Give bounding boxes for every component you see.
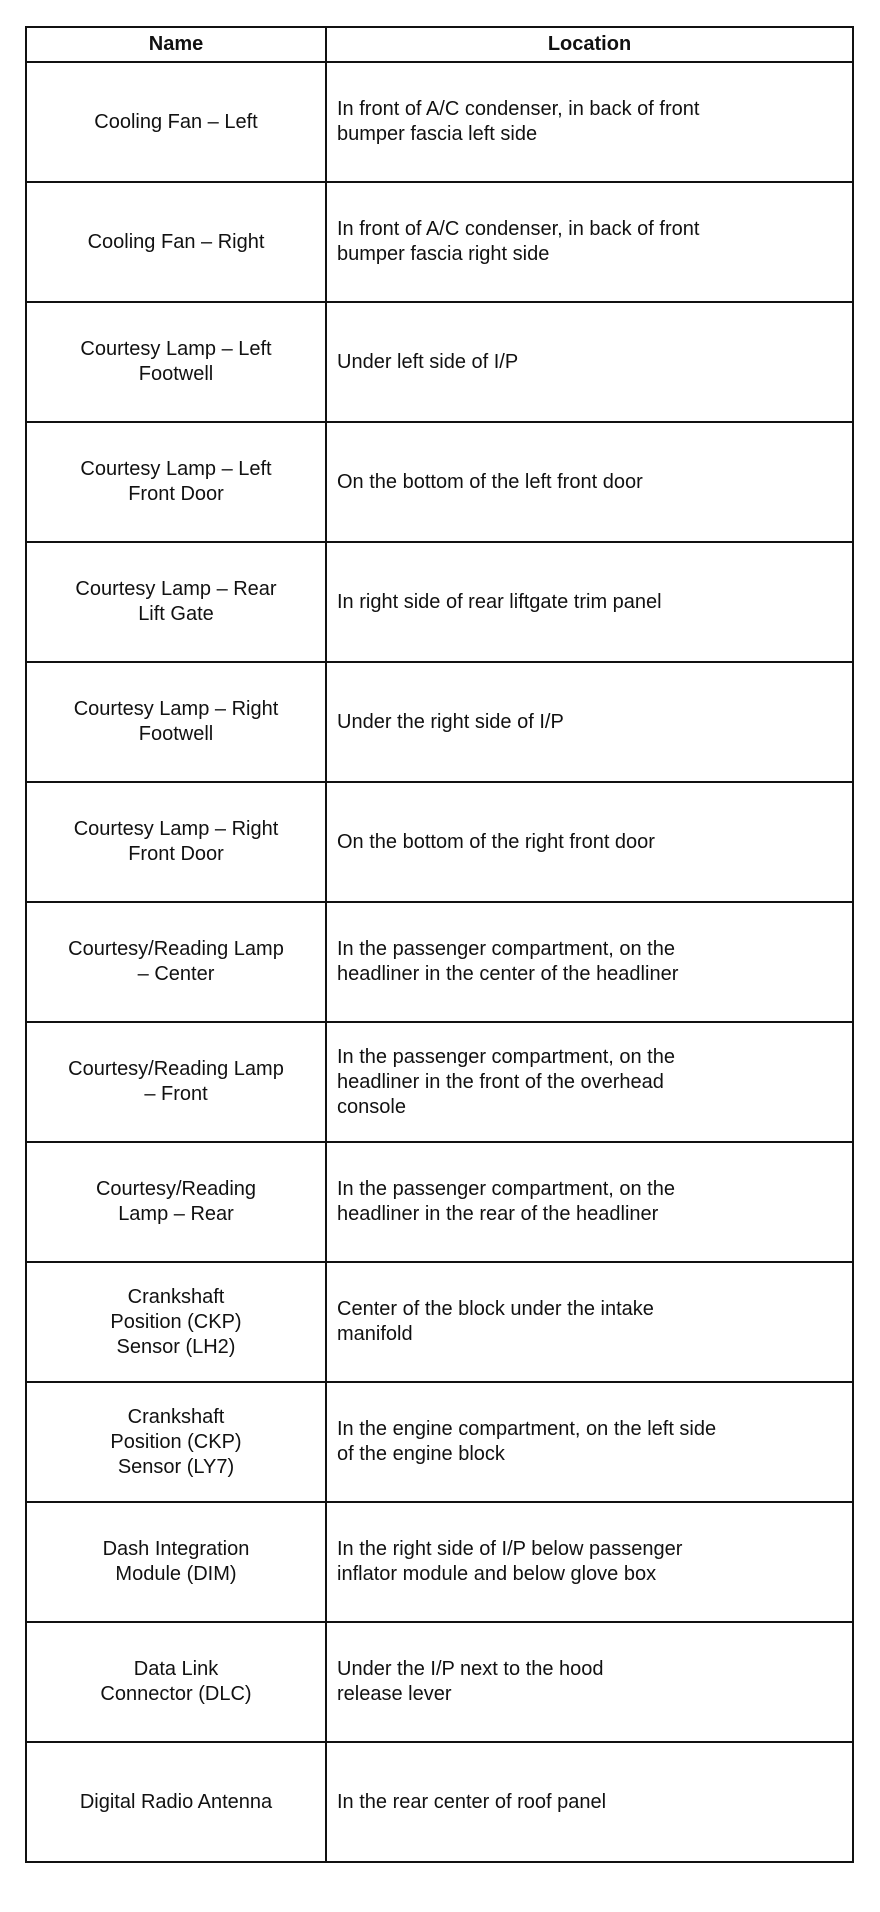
component-location-line: release lever	[337, 1683, 452, 1705]
component-location-table	[25, 26, 854, 1863]
component-name-cell	[26, 1382, 326, 1502]
component-location-line: In the passenger compartment, on the	[337, 1178, 675, 1200]
component-location-line: Center of the block under the intake	[337, 1298, 654, 1320]
component-location-line: In right side of rear liftgate trim panel	[337, 590, 662, 613]
component-name-line: – Center	[137, 963, 215, 985]
component-name-line: Courtesy/Reading	[95, 1178, 257, 1200]
component-name-line: Courtesy Lamp – Right	[73, 698, 279, 720]
component-name-cell	[26, 1742, 326, 1862]
component-location-line: headliner in the rear of the headliner	[337, 1203, 659, 1225]
table-row	[26, 1142, 853, 1262]
component-location-line: In the passenger compartment, on the	[337, 938, 675, 960]
component-location-cell	[326, 302, 853, 422]
component-name-cell	[26, 1502, 326, 1622]
component-name-line: Courtesy/Reading Lamp	[68, 1058, 284, 1080]
component-location-line: In front of A/C condenser, in back of front	[337, 218, 700, 240]
component-name-cell	[26, 1622, 326, 1742]
table-row	[26, 1622, 853, 1742]
component-name-line: Sensor (LH2)	[116, 1335, 236, 1358]
component-name-cell	[26, 62, 326, 182]
component-name-cell	[26, 422, 326, 542]
component-location-line: In the right side of I/P below passenger	[337, 1538, 683, 1560]
component-location-cell	[326, 1262, 853, 1382]
name-column-header: Name	[26, 27, 326, 62]
component-location-cell	[326, 1622, 853, 1742]
component-location-line: manifold	[337, 1323, 413, 1345]
component-location-cell	[326, 182, 853, 302]
component-location-line: inflator module and below glove box	[337, 1563, 657, 1585]
table-row	[26, 1262, 853, 1382]
table-row	[26, 422, 853, 542]
component-location-cell	[326, 422, 853, 542]
location-column-header: Location	[326, 27, 853, 62]
component-location-cell	[326, 782, 853, 902]
table-header-row	[26, 27, 853, 62]
component-name-line: Courtesy Lamp – Rear	[75, 578, 277, 600]
component-location-line: In the engine compartment, on the left side	[337, 1418, 717, 1440]
table-row	[26, 1382, 853, 1502]
component-name-cell	[26, 542, 326, 662]
component-location-line: On the bottom of the right front door	[337, 830, 655, 853]
component-location-cell	[326, 1142, 853, 1262]
component-location-line: In the passenger compartment, on the	[337, 1045, 675, 1068]
table-row	[26, 542, 853, 662]
component-location-line: bumper fascia right side	[337, 243, 550, 265]
component-location-cell	[326, 1742, 853, 1862]
component-name-line: Cooling Fan – Right	[87, 230, 265, 253]
component-location-cell	[326, 62, 853, 182]
component-name-line: Front Door	[128, 483, 224, 505]
component-name-cell	[26, 1262, 326, 1382]
component-name-line: Crankshaft	[127, 1405, 225, 1428]
component-name-line: Courtesy/Reading Lamp	[68, 938, 284, 960]
component-name-line: Cooling Fan – Left	[94, 110, 258, 133]
component-location-line: On the bottom of the left front door	[337, 470, 643, 493]
component-location-line: bumper fascia left side	[337, 123, 538, 145]
component-name-line: Front Door	[128, 843, 224, 865]
component-name-cell	[26, 662, 326, 782]
table-row	[26, 302, 853, 422]
component-location-cell	[326, 662, 853, 782]
component-location-line: headliner in the front of the overhead	[337, 1070, 664, 1093]
component-name-line: Dash Integration	[102, 1538, 250, 1560]
component-name-line: Connector (DLC)	[100, 1683, 252, 1705]
component-location-table-wrapper	[25, 26, 852, 1863]
table-row	[26, 782, 853, 902]
component-name-line: Lift Gate	[138, 603, 214, 625]
table-row	[26, 902, 853, 1022]
component-name-cell	[26, 1142, 326, 1262]
component-name-line: Courtesy Lamp – Right	[73, 818, 279, 840]
component-name-line: Position (CKP)	[110, 1430, 242, 1453]
component-location-line: Under the right side of I/P	[337, 710, 564, 733]
table-row	[26, 662, 853, 782]
component-location-cell	[326, 542, 853, 662]
component-name-line: Module (DIM)	[115, 1563, 237, 1585]
component-location-line: In front of A/C condenser, in back of front	[337, 98, 700, 120]
component-location-cell	[326, 1502, 853, 1622]
table-row	[26, 1022, 853, 1142]
component-name-line: Footwell	[138, 723, 214, 745]
component-name-cell	[26, 902, 326, 1022]
component-location-line: of the engine block	[337, 1443, 505, 1465]
component-location-cell	[326, 902, 853, 1022]
component-name-cell	[26, 782, 326, 902]
component-name-line: Lamp – Rear	[118, 1203, 234, 1225]
component-location-cell	[326, 1382, 853, 1502]
component-name-line: Crankshaft	[127, 1285, 225, 1308]
component-location-line: Under left side of I/P	[337, 350, 519, 373]
component-name-cell	[26, 182, 326, 302]
component-name-line: Courtesy Lamp – Left	[80, 458, 272, 480]
component-name-cell	[26, 302, 326, 422]
table-row	[26, 1502, 853, 1622]
component-name-line: Sensor (LY7)	[117, 1455, 235, 1478]
component-name-line: Position (CKP)	[110, 1310, 242, 1333]
component-location-line: Under the I/P next to the hood	[337, 1658, 604, 1680]
table-row	[26, 62, 853, 182]
component-name-line: Digital Radio Antenna	[79, 1790, 273, 1813]
table-row	[26, 182, 853, 302]
table-body	[26, 62, 853, 1862]
table-row	[26, 1742, 853, 1862]
component-name-cell	[26, 1022, 326, 1142]
component-location-line: headliner in the center of the headliner	[337, 963, 679, 985]
component-location-line: console	[337, 1095, 406, 1118]
component-name-line: Data Link	[133, 1658, 219, 1680]
component-name-line: Courtesy Lamp – Left	[80, 338, 272, 360]
component-location-line: In the rear center of roof panel	[337, 1790, 607, 1813]
component-name-line: Footwell	[138, 363, 214, 385]
component-name-line: – Front	[144, 1083, 208, 1105]
component-location-cell	[326, 1022, 853, 1142]
